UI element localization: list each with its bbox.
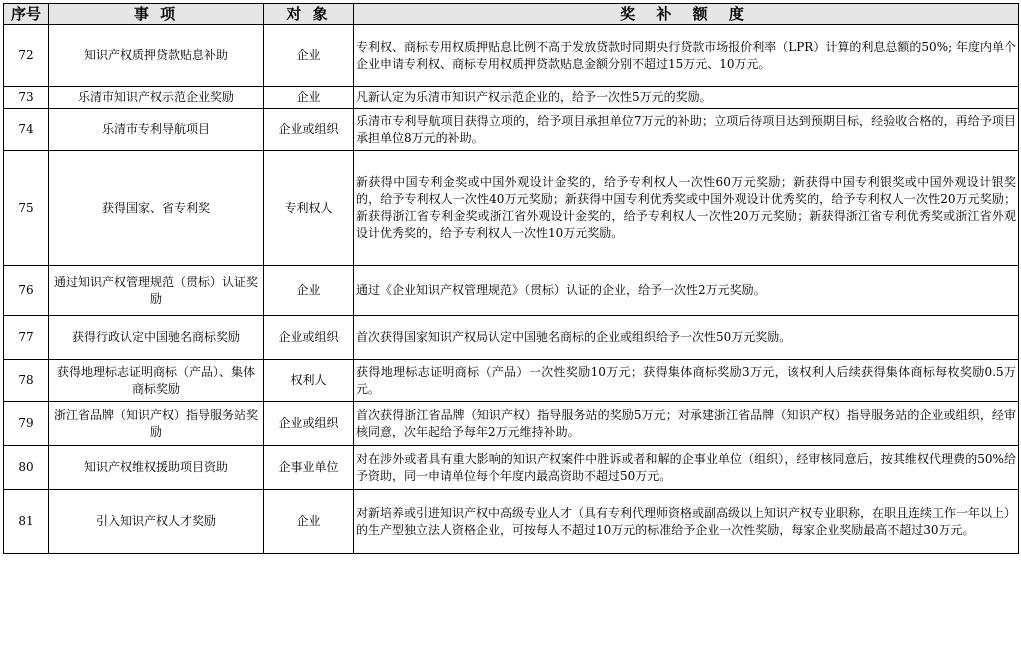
row-target: 权利人	[264, 360, 354, 402]
row-item: 乐清市专利导航项目	[49, 109, 264, 151]
table-row	[4, 109, 1019, 151]
table-row	[4, 87, 1019, 109]
row-target: 企业	[264, 266, 354, 316]
row-number: 74	[4, 109, 49, 151]
table-row	[4, 402, 1019, 446]
award-table-container	[3, 3, 1019, 554]
row-target: 企业	[264, 25, 354, 87]
row-amount: 对新培养或引进知识产权中高级专业人才（具有专利代理师资格或副高级以上知识产权专业职称，在职且连续工作一年以上）的生产型独立法人资格企业，可按每人不超过10万元的标准给予企业一次性奖励，每家企业奖励最高不超过30万元。	[354, 490, 1019, 554]
header-target: 对 象	[264, 4, 354, 25]
row-item: 浙江省品牌（知识产权）指导服务站奖励	[49, 402, 264, 446]
table-row	[4, 266, 1019, 316]
table-row	[4, 360, 1019, 402]
table-row	[4, 25, 1019, 87]
row-item: 乐清市知识产权示范企业奖励	[49, 87, 264, 109]
row-number: 72	[4, 25, 49, 87]
header-row	[4, 4, 1019, 25]
header-item: 事 项	[49, 4, 264, 25]
header-number: 序号	[4, 4, 49, 25]
table-row	[4, 316, 1019, 360]
row-target: 企事业单位	[264, 446, 354, 490]
row-number: 73	[4, 87, 49, 109]
table-row	[4, 490, 1019, 554]
row-amount: 乐清市专利导航项目获得立项的，给予项目承担单位7万元的补助；立项后待项目达到预期目标，经验收合格的，再给予项目承担单位8万元的补助。	[354, 109, 1019, 151]
row-number: 77	[4, 316, 49, 360]
row-target: 专利权人	[264, 151, 354, 266]
row-amount: 首次获得国家知识产权局认定中国驰名商标的企业或组织给予一次性50万元奖励。	[354, 316, 1019, 360]
row-item: 获得地理标志证明商标（产品）、集体商标奖励	[49, 360, 264, 402]
row-number: 80	[4, 446, 49, 490]
row-amount: 专利权、商标专用权质押贴息比例不高于发放贷款时同期央行贷款市场报价利率（LPR）计算的利息总额的50%; 年度内单个企业申请专利权、商标专用权质押贷款贴息金额分别不超过15万元、10万元。	[354, 25, 1019, 87]
row-item: 知识产权质押贷款贴息补助	[49, 25, 264, 87]
row-amount: 新获得中国专利金奖或中国外观设计金奖的，给予专利权人一次性60万元奖励；新获得中国专利银奖或中国外观设计银奖的，给予专利权人一次性40万元奖励；新获得中国专利优秀奖或中国外观设计优秀奖的，给予专利权人一次性20万元奖励；新获得浙江省专利金奖或浙江省外观设计金奖的，给予专利权人一次性20万元奖励；新获得浙江省专利优秀奖或浙江省外观设计优秀奖的，给予专利权人一次性10万元奖励。	[354, 151, 1019, 266]
award-table	[3, 3, 1019, 554]
row-number: 78	[4, 360, 49, 402]
row-item: 通过知识产权管理规范（贯标）认证奖励	[49, 266, 264, 316]
row-target: 企业	[264, 490, 354, 554]
row-number: 79	[4, 402, 49, 446]
row-amount: 凡新认定为乐清市知识产权示范企业的，给予一次性5万元的奖励。	[354, 87, 1019, 109]
row-number: 76	[4, 266, 49, 316]
table-row	[4, 446, 1019, 490]
row-target: 企业或组织	[264, 316, 354, 360]
row-item: 引入知识产权人才奖励	[49, 490, 264, 554]
row-amount: 通过《企业知识产权管理规范》（贯标）认证的企业，给予一次性2万元奖励。	[354, 266, 1019, 316]
row-number: 81	[4, 490, 49, 554]
row-target: 企业或组织	[264, 402, 354, 446]
row-amount: 对在涉外或者具有重大影响的知识产权案件中胜诉或者和解的企事业单位（组织），经审核同意后，按其维权代理费的50%给予资助，同一申请单位每个年度内最高资助不超过50万元。	[354, 446, 1019, 490]
header-amount: 奖 补 额 度	[354, 4, 1019, 25]
row-target: 企业或组织	[264, 109, 354, 151]
row-amount: 获得地理标志证明商标（产品）一次性奖励10万元；获得集体商标奖励3万元，该权利人后续获得集体商标每枚奖励0.5万元。	[354, 360, 1019, 402]
row-amount: 首次获得浙江省品牌（知识产权）指导服务站的奖励5万元；对承建浙江省品牌（知识产权）指导服务站的企业或组织，经审核同意，次年起给予每年2万元维持补助。	[354, 402, 1019, 446]
row-item: 获得行政认定中国驰名商标奖励	[49, 316, 264, 360]
table-row	[4, 151, 1019, 266]
row-target: 企业	[264, 87, 354, 109]
row-item: 知识产权维权援助项目资助	[49, 446, 264, 490]
row-number: 75	[4, 151, 49, 266]
row-item: 获得国家、省专利奖	[49, 151, 264, 266]
